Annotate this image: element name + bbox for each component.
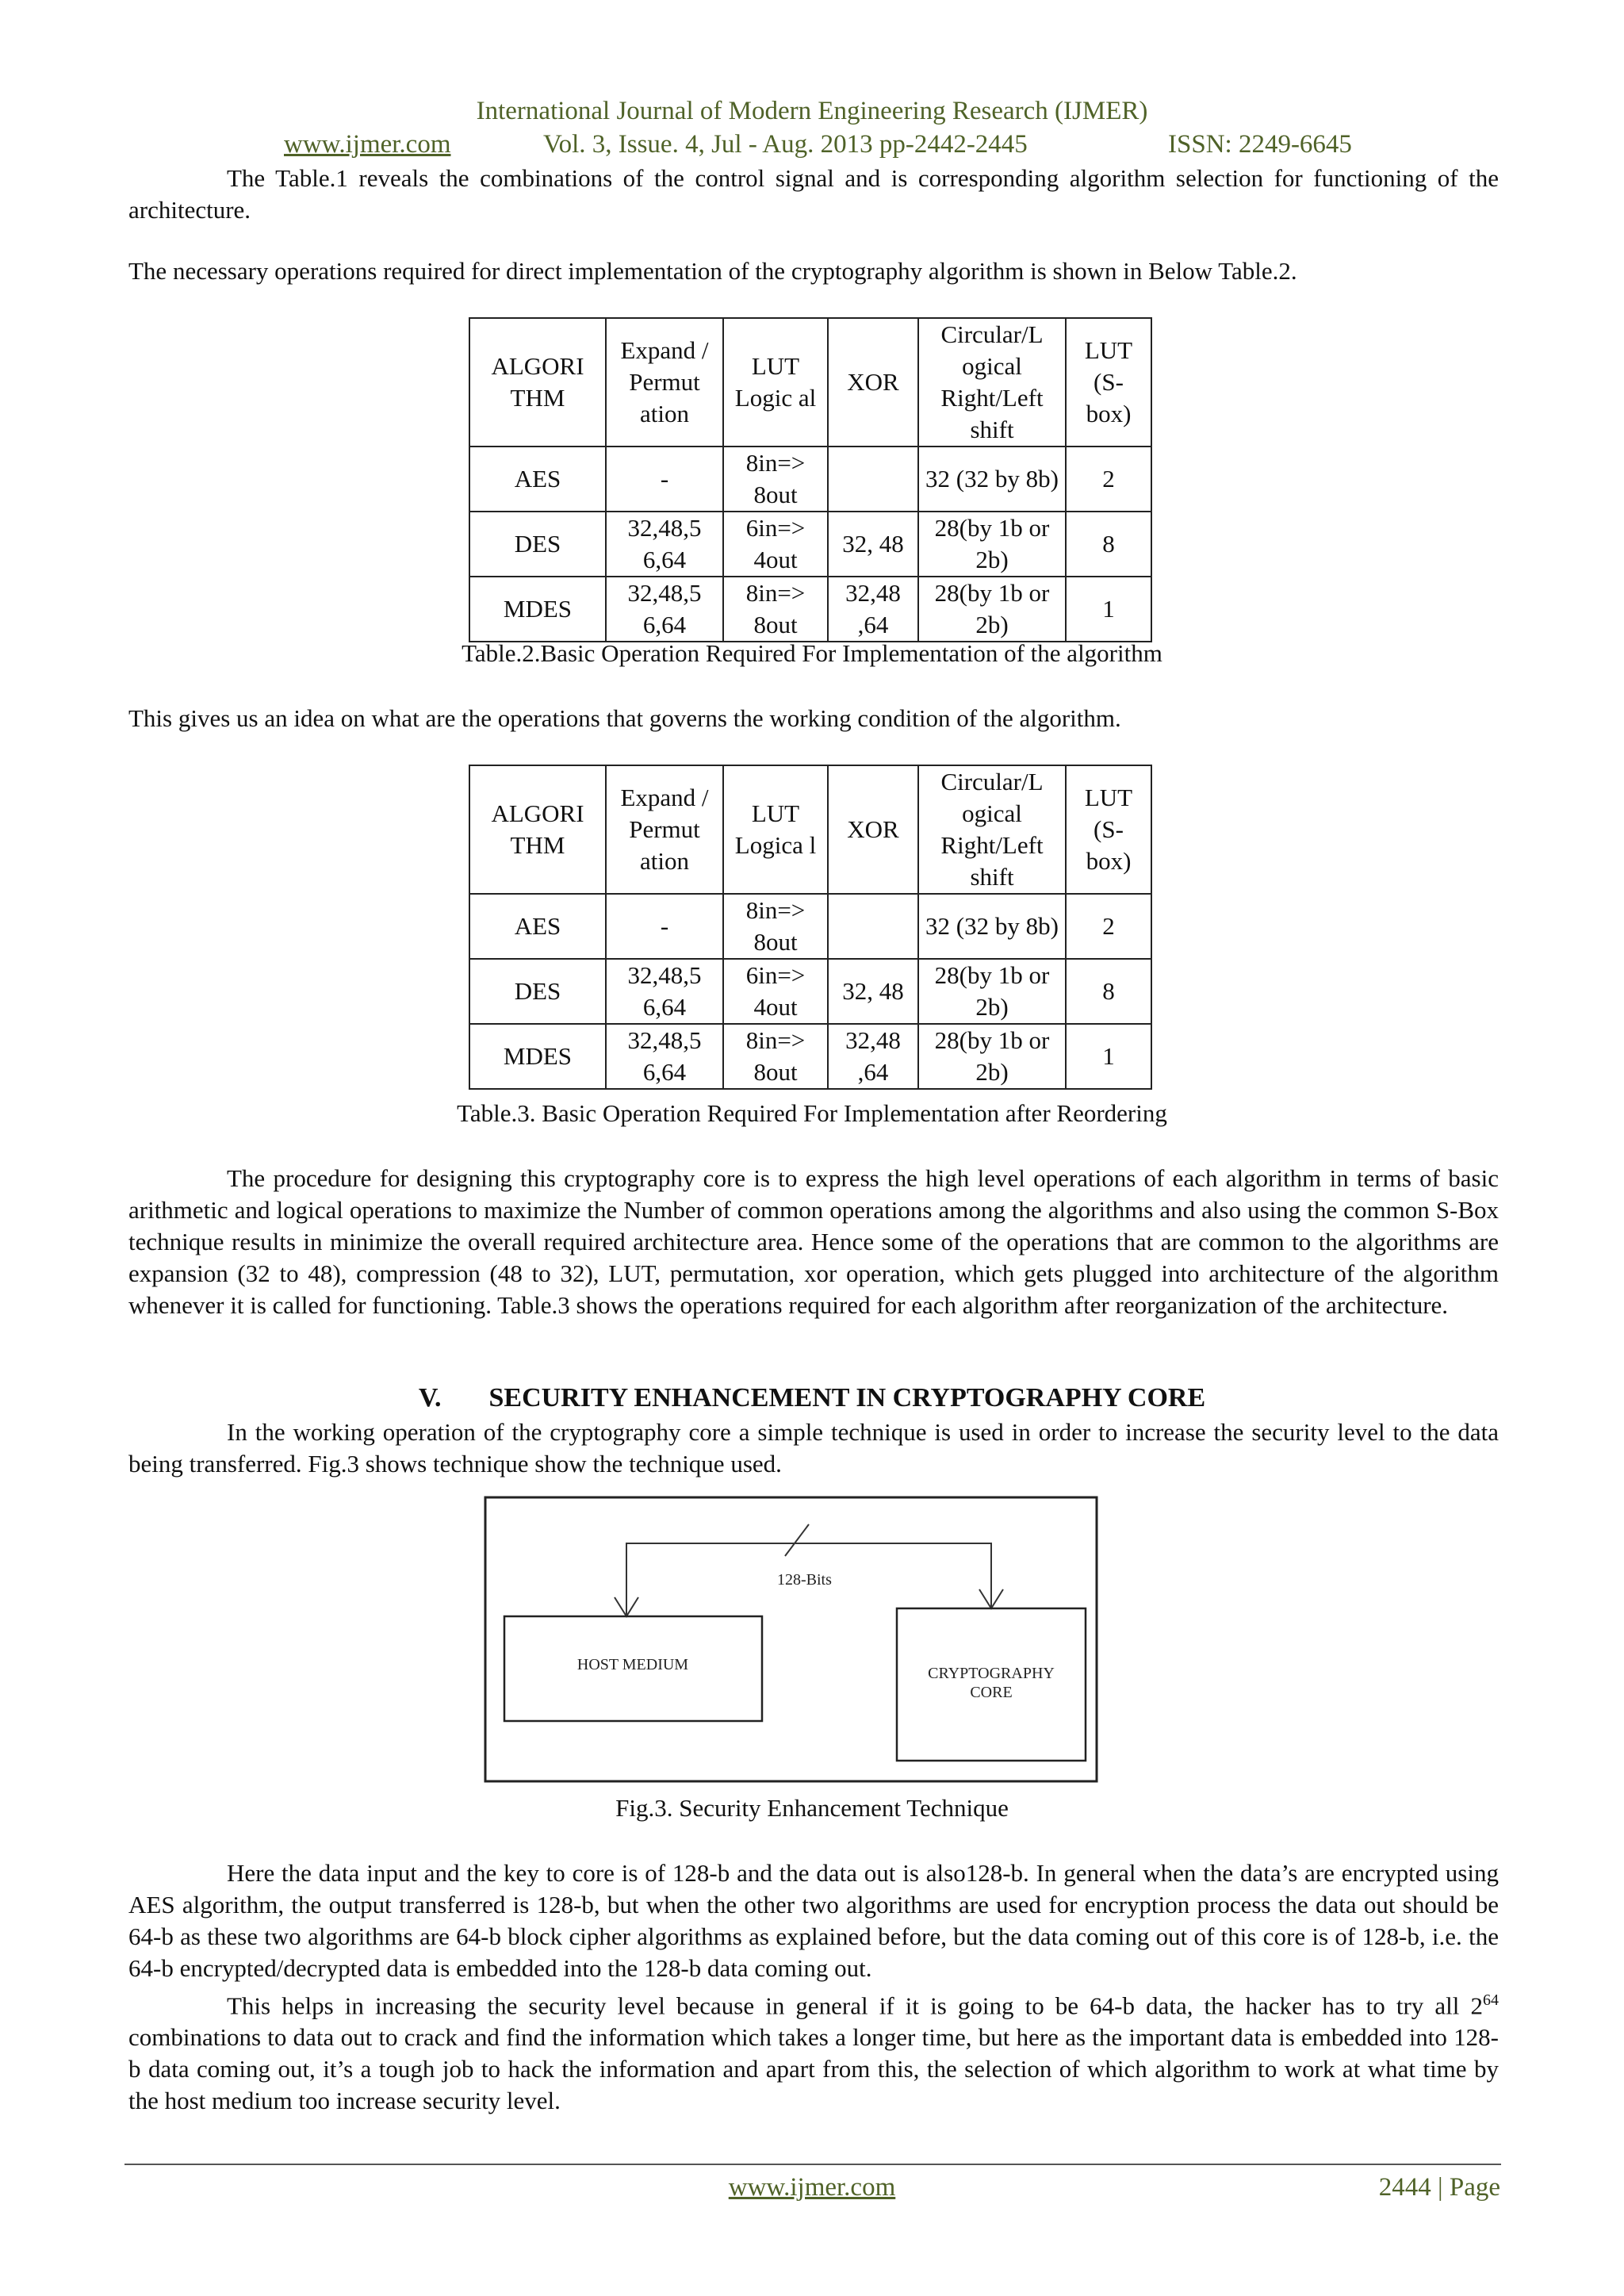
table-cell: 28(by 1b or 2b) <box>918 959 1066 1024</box>
table-cell: 32,48,5 6,64 <box>606 1024 723 1089</box>
table-cell: 32,48,5 6,64 <box>606 512 723 577</box>
table-row <box>469 447 1151 512</box>
table-cell: 32,48 ,64 <box>828 577 918 642</box>
section-heading <box>0 1383 1624 1413</box>
table-3 <box>469 765 1152 1090</box>
table-header-cell: XOR <box>828 318 918 447</box>
section-title: SECURITY ENHANCEMENT IN CRYPTOGRAPHY CORE <box>488 1383 1206 1412</box>
table-cell: 28(by 1b or 2b) <box>918 577 1066 642</box>
table-cell <box>828 447 918 512</box>
table-cell: 6in=> 4out <box>723 959 828 1024</box>
table-cell: 1 <box>1066 1024 1151 1089</box>
table-header-row <box>469 318 1151 447</box>
table-row <box>469 894 1151 959</box>
table-header-cell: LUT Logica l <box>723 765 828 894</box>
table-header-row <box>469 765 1151 894</box>
table-cell: - <box>606 447 723 512</box>
security-enhancement-diagram <box>484 1496 1098 1783</box>
paragraph-security-level-part-2: combinations to data out to crack and find the information which takes a longer time, but here as the important data is embedded into 128-b data coming out, it’s a tough job to hack the information and apart from this, the selection of which algorithm to work at what time by the host medium too increase security level. <box>128 2023 1499 2115</box>
table-cell: 32, 48 <box>828 959 918 1024</box>
table-cell: 8 <box>1066 512 1151 577</box>
host-medium-label: HOST MEDIUM <box>576 1656 689 1673</box>
figure-3-caption: Fig.3. Security Enhancement Technique <box>615 1794 1009 1822</box>
footer-url-link[interactable]: www.ijmer.com <box>728 2173 896 2202</box>
core-label-line-1: CRYPTOGRAPHY <box>928 1665 1055 1682</box>
table-cell: 8 <box>1066 959 1151 1024</box>
combinations-base: 2 <box>1470 1991 1484 2020</box>
table-header-cell: Expand / Permut ation <box>606 318 723 447</box>
paragraph-operations-idea: This gives us an idea on what are the operations that governs the working condition of the algorithm. <box>128 704 1121 732</box>
figure-border <box>485 1497 1097 1781</box>
journal-issn: ISSN: 2249-6645 <box>1168 130 1352 159</box>
journal-title: International Journal of Modern Engineering Research (IJMER) <box>476 97 1148 125</box>
table-cell: MDES <box>469 1024 606 1089</box>
table-cell: 32, 48 <box>828 512 918 577</box>
table-header-cell: XOR <box>828 765 918 894</box>
table-cell: 28(by 1b or 2b) <box>918 512 1066 577</box>
table-header-cell: LUT Logic al <box>723 318 828 447</box>
table-cell: 8in=> 8out <box>723 447 828 512</box>
table-cell: 32 (32 by 8b) <box>918 447 1066 512</box>
bus-width-tick <box>785 1524 809 1556</box>
paragraph-design-procedure: The procedure for designing this cryptography core is to express the high level operations of each algorithm in terms of basic arithmetic and logical operations to maximize the Number of common operations among the algorithms and also using the common S-Box technique results in minimize the overall required architecture area. Hence some of the operations that are common to the algorithms are expansion (32 to 48), compression (48 to 32), LUT, permutation, xor operation, which gets plugged into architecture of the algorithm whenever it is called for functioning. Table.3 shows the operations required for each algorithm after reorganization of the architecture. <box>128 1164 1499 1319</box>
table-cell: - <box>606 894 723 959</box>
table-cell: 32 (32 by 8b) <box>918 894 1066 959</box>
paragraph-security-level <box>128 1984 1499 2117</box>
table-row <box>469 959 1151 1024</box>
table-2 <box>469 317 1152 642</box>
table-cell: 28(by 1b or 2b) <box>918 1024 1066 1089</box>
table-cell: 32,48 ,64 <box>828 1024 918 1089</box>
table-cell: 6in=> 4out <box>723 512 828 577</box>
paragraph-security-level-part-1: This helps in increasing the security level because in general if it is going to be 64-b data, the hacker has to try all <box>227 1991 1460 2020</box>
table-cell: DES <box>469 512 606 577</box>
table-cell: 32,48,5 6,64 <box>606 577 723 642</box>
table-header-cell: LUT (S- box) <box>1066 765 1151 894</box>
table-cell <box>828 894 918 959</box>
table-cell: 2 <box>1066 894 1151 959</box>
table-cell: DES <box>469 959 606 1024</box>
table-cell: 8in=> 8out <box>723 894 828 959</box>
paragraph-table1-intro: The Table.1 reveals the combinations of the control signal and is corresponding algorithm selection for functioning of the architecture. <box>128 164 1499 224</box>
table-cell: 1 <box>1066 577 1151 642</box>
table-cell: 8in=> 8out <box>723 1024 828 1089</box>
section-number: V. <box>418 1383 442 1412</box>
table-header-cell: LUT (S- box) <box>1066 318 1151 447</box>
combinations-exponent: 64 <box>1483 1991 1500 2009</box>
paragraph-data-embedding: Here the data input and the key to core is of 128-b and the data out is also128-b. In general when the data’s are encrypted using AES algorithm, the output transferred is 128-b, but when the other two algorithms are used for encryption process the data out should be 64-b as these two algorithms are 64-b block cipher algorithms as explained before, but the data coming out of this core is of 128-b, i.e. the 64-b encrypted/decrypted data is embedded into the 128-b data coming out. <box>128 1859 1499 1982</box>
table-cell: 32,48,5 6,64 <box>606 959 723 1024</box>
table-cell: 2 <box>1066 447 1151 512</box>
table-header-cell: Expand / Permut ation <box>606 765 723 894</box>
paragraph-table2-intro: The necessary operations required for direct implementation of the cryptography algorithm is shown in Below Table.2. <box>128 257 1297 285</box>
table-row <box>469 1024 1151 1089</box>
table-header-cell: ALGORI THM <box>469 318 606 447</box>
table-cell: AES <box>469 447 606 512</box>
table-header-cell: Circular/L ogical Right/Left shift <box>918 318 1066 447</box>
table-cell: MDES <box>469 577 606 642</box>
footer-divider <box>124 2164 1501 2165</box>
table-3-caption: Table.3. Basic Operation Required For Implementation after Reordering <box>457 1099 1167 1127</box>
table-row <box>469 512 1151 577</box>
paragraph-security-intro: In the working operation of the cryptography core a simple technique is used in order to increase the security level to the data being transferred. Fig.3 shows technique show the technique used. <box>128 1418 1499 1478</box>
core-label-line-2: CORE <box>970 1684 1013 1701</box>
table-cell: AES <box>469 894 606 959</box>
table-row <box>469 577 1151 642</box>
table-header-cell: Circular/L ogical Right/Left shift <box>918 765 1066 894</box>
table-header-cell: ALGORI THM <box>469 765 606 894</box>
table-cell: 8in=> 8out <box>723 577 828 642</box>
journal-url-link[interactable]: www.ijmer.com <box>284 130 451 159</box>
table-2-caption: Table.2.Basic Operation Required For Implementation of the algorithm <box>462 639 1162 667</box>
page-number: 2444 | Page <box>1378 2173 1500 2202</box>
bus-label: 128-Bits <box>777 1571 832 1589</box>
journal-volume: Vol. 3, Issue. 4, Jul - Aug. 2013 pp-2442-2445 <box>543 130 1028 159</box>
